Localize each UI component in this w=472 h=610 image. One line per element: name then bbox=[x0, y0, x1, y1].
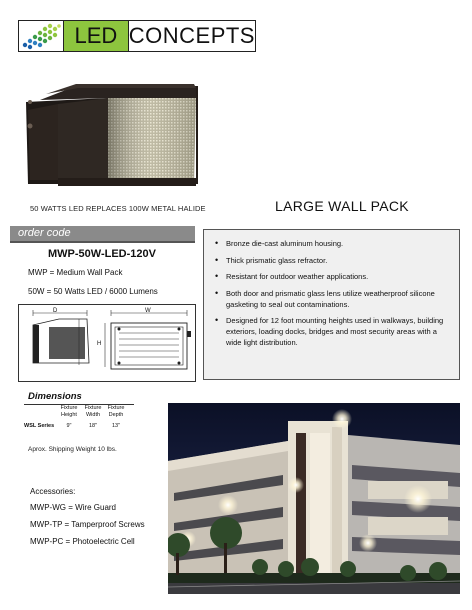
dim-header-line: Width bbox=[85, 412, 101, 418]
accessory-item: MWP-TP = Tamperproof Screws bbox=[30, 520, 145, 529]
feature-item: • Bronze die-cast aluminum housing. bbox=[212, 238, 451, 249]
logo-dots-icon bbox=[19, 21, 64, 51]
logo-led-text: LED bbox=[64, 21, 129, 51]
dim-header-line: Fixture bbox=[60, 405, 78, 411]
dim-value-height: 9" bbox=[66, 423, 72, 429]
dim-header-line: Height bbox=[61, 412, 77, 418]
dim-header-line: Fixture bbox=[84, 405, 102, 411]
order-code-heading: order code bbox=[18, 227, 71, 239]
drawing-label-d: D bbox=[53, 308, 58, 314]
shipping-weight: Aprox. Shipping Weight 10 lbs. bbox=[28, 446, 117, 453]
logo-concepts-text: CONCEPTS bbox=[128, 23, 255, 48]
product-title: LARGE WALL PACK bbox=[275, 198, 409, 214]
building-photo bbox=[168, 403, 460, 594]
dim-header-width bbox=[82, 405, 104, 419]
product-caption: 50 WATTS LED REPLACES 100W METAL HALIDE bbox=[30, 204, 206, 213]
dim-value-depth: 13" bbox=[111, 423, 121, 429]
features-list bbox=[212, 238, 451, 348]
dim-header-depth bbox=[105, 405, 127, 419]
feature-item: • Designed for 12 foot mounting heights used in walkways, building exteriors, loading docks, bridges and most security areas with a wide light distribution. bbox=[212, 315, 451, 348]
dimension-drawing bbox=[18, 304, 196, 382]
drawing-label-w: W bbox=[145, 308, 151, 314]
dim-value-width: 18" bbox=[88, 423, 98, 429]
order-code-divider bbox=[10, 241, 195, 243]
dim-header-height bbox=[58, 405, 80, 419]
company-logo bbox=[18, 20, 256, 52]
accessories-title: Accessories: bbox=[30, 487, 76, 496]
product-image bbox=[18, 80, 198, 190]
feature-item: • Both door and prismatic glass lens utilize weatherproof silicone gasketing to seal out contaminations. bbox=[212, 288, 451, 310]
accessory-item: MWP-WG = Wire Guard bbox=[30, 503, 117, 512]
model-number: MWP-50W-LED-120V bbox=[48, 248, 156, 260]
dim-series-label: WSL Series bbox=[24, 423, 55, 429]
order-line: 50W = 50 Watts LED / 6000 Lumens bbox=[28, 287, 158, 296]
feature-item: • Resistant for outdoor weather applications. bbox=[212, 271, 451, 282]
feature-item: • Thick prismatic glass refractor. bbox=[212, 255, 451, 266]
dim-header-line: Fixture bbox=[107, 405, 125, 411]
dim-header-line: Depth bbox=[108, 412, 124, 418]
accessory-item: MWP-PC = Photoelectric Cell bbox=[30, 537, 135, 546]
features-panel bbox=[203, 229, 460, 380]
drawing-label-h: H bbox=[97, 341, 102, 347]
dimensions-title: Dimensions bbox=[28, 391, 82, 402]
order-line: MWP = Medium Wall Pack bbox=[28, 268, 123, 277]
order-code-header bbox=[10, 226, 195, 241]
